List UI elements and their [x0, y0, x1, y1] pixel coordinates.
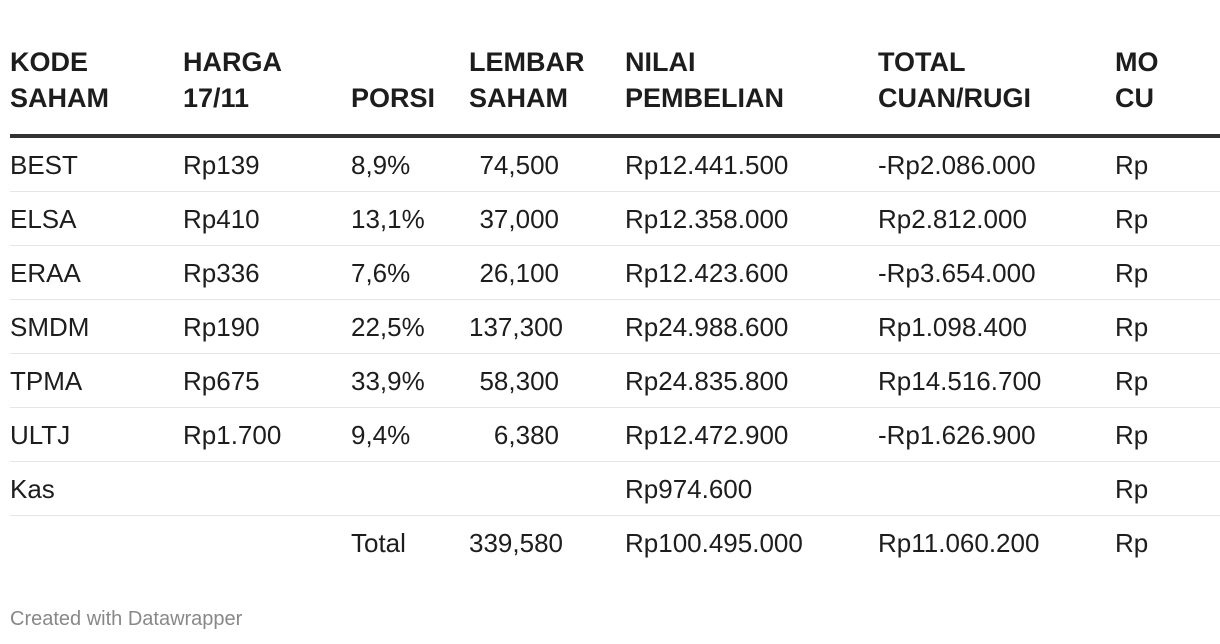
cell-nilai: Rp24.835.800	[625, 354, 878, 408]
cell-cuan: Rp1.098.400	[878, 300, 1115, 354]
cell-cuan	[878, 462, 1115, 516]
cell-lembar: 58,300	[469, 354, 625, 408]
table-row	[10, 408, 1220, 462]
cell-lembar: 137,300	[469, 300, 625, 354]
cell-cuan: -Rp2.086.000	[878, 136, 1115, 192]
table-body	[10, 136, 1220, 569]
cell-extra: Rp	[1115, 246, 1220, 300]
cell-empty	[10, 516, 183, 570]
cell-porsi: 13,1%	[351, 192, 469, 246]
cell-cuan: Rp14.516.700	[878, 354, 1115, 408]
cell-extra: Rp	[1115, 408, 1220, 462]
cell-extra: Rp	[1115, 462, 1220, 516]
cell-nilai: Rp24.988.600	[625, 300, 878, 354]
table-row	[10, 136, 1220, 192]
cell-harga: Rp190	[183, 300, 351, 354]
cell-porsi: 33,9%	[351, 354, 469, 408]
header-nilai-pembelian: NILAI PEMBELIAN	[625, 44, 878, 136]
cell-cuan: -Rp1.626.900	[878, 408, 1115, 462]
cell-empty	[183, 516, 351, 570]
header-lembar-saham: LEMBAR SAHAM	[469, 44, 625, 136]
table-row	[10, 246, 1220, 300]
cell-lembar	[469, 462, 625, 516]
cell-kode: TPMA	[10, 354, 183, 408]
cell-nilai: Rp12.358.000	[625, 192, 878, 246]
cell-harga	[183, 462, 351, 516]
cell-lembar: 37,000	[469, 192, 625, 246]
cell-kode: ULTJ	[10, 408, 183, 462]
cell-kode: BEST	[10, 136, 183, 192]
cell-harga: Rp336	[183, 246, 351, 300]
footer-credit: Created with Datawrapper	[10, 608, 243, 630]
cell-kode: SMDM	[10, 300, 183, 354]
cell-porsi: 9,4%	[351, 408, 469, 462]
cell-extra: Rp	[1115, 136, 1220, 192]
total-extra: Rp	[1115, 527, 1149, 558]
header-row	[10, 44, 1220, 136]
table-row	[10, 354, 1220, 408]
header-clipped-column: MO CU	[1115, 44, 1220, 136]
total-cuan: Rp11.060.200	[878, 527, 1040, 558]
cell-harga: Rp675	[183, 354, 351, 408]
cell-lembar: 74,500	[469, 136, 625, 192]
cell-lembar: 26,100	[469, 246, 625, 300]
header-porsi: PORSI	[351, 44, 469, 136]
cell-extra: Rp	[1115, 354, 1220, 408]
total-nilai: Rp100.495.000	[625, 527, 803, 558]
cell-porsi: 22,5%	[351, 300, 469, 354]
total-row	[10, 516, 1220, 570]
total-label: Total	[351, 527, 406, 558]
table-row	[10, 462, 1220, 516]
cell-kode: ERAA	[10, 246, 183, 300]
table-row	[10, 192, 1220, 246]
cell-nilai: Rp12.423.600	[625, 246, 878, 300]
cell-harga: Rp1.700	[183, 408, 351, 462]
cell-cuan: Rp2.812.000	[878, 192, 1115, 246]
cell-nilai: Rp974.600	[625, 462, 878, 516]
cell-porsi	[351, 462, 469, 516]
cell-kode: ELSA	[10, 192, 183, 246]
table-container	[10, 0, 1220, 644]
cell-kode: Kas	[10, 462, 183, 516]
cell-cuan: -Rp3.654.000	[878, 246, 1115, 300]
cell-nilai: Rp12.472.900	[625, 408, 878, 462]
cell-porsi: 8,9%	[351, 136, 469, 192]
cell-harga: Rp410	[183, 192, 351, 246]
cell-harga: Rp139	[183, 136, 351, 192]
portfolio-table	[10, 44, 1220, 569]
header-total-cuan-rugi: TOTAL CUAN/RUGI	[878, 44, 1115, 136]
cell-nilai: Rp12.441.500	[625, 136, 878, 192]
cell-extra: Rp	[1115, 192, 1220, 246]
header-harga: HARGA 17/11	[183, 44, 351, 136]
cell-extra: Rp	[1115, 300, 1220, 354]
table-row	[10, 300, 1220, 354]
cell-porsi: 7,6%	[351, 246, 469, 300]
total-lembar: 339,580	[469, 527, 563, 558]
header-kode-saham: KODE SAHAM	[10, 44, 183, 136]
cell-lembar: 6,380	[469, 408, 625, 462]
